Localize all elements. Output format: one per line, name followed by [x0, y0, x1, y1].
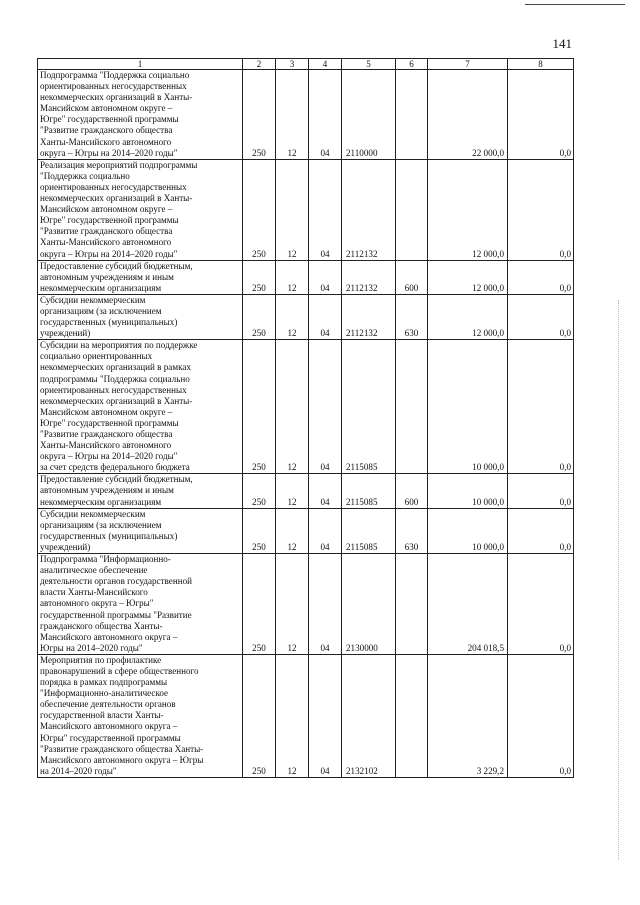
subsection-code-cell: 04	[309, 340, 342, 474]
expense-type-cell: 600	[396, 474, 428, 508]
row-name: Подпрограмма "Поддержка социально ориентированных негосударственных некоммерческих организаций в Ханты- Мансийском автономном округе – Югре" государственной программы "Развитие гражданского общества Ханты-Мансийского автономного округа – Югры на 2014–2020 годы"	[40, 70, 193, 158]
header-row	[38, 59, 574, 70]
expense-type-cell	[396, 70, 428, 160]
table-row	[38, 70, 574, 160]
amount-cell: 10 000,0	[428, 474, 508, 508]
table-row	[38, 554, 574, 655]
amount-cell: 3 229,2	[428, 654, 508, 777]
row-name-cell	[38, 70, 243, 160]
ministry-code-cell: 250	[243, 340, 276, 474]
amount-cell: 204 018,5	[428, 554, 508, 655]
column-header: 3	[276, 59, 309, 70]
expense-type-cell	[396, 554, 428, 655]
row-name-cell	[38, 474, 243, 508]
federal-amount-cell: 0,0	[508, 340, 574, 474]
target-article-cell: 2130000	[342, 554, 396, 655]
expense-type-cell: 600	[396, 260, 428, 294]
row-name-cell	[38, 159, 243, 260]
row-name: Предоставление субсидий бюджетным, автономным учреждениям и иным некоммерческим организациям	[40, 260, 193, 293]
section-code-cell: 12	[276, 474, 309, 508]
section-code-cell: 12	[276, 554, 309, 655]
ministry-code-cell: 250	[243, 159, 276, 260]
row-name-cell	[38, 554, 243, 655]
budget-table	[37, 58, 574, 778]
section-code-cell: 12	[276, 70, 309, 160]
scan-edge-marks	[618, 300, 619, 860]
expense-type-cell: 630	[396, 508, 428, 553]
column-header: 8	[508, 59, 574, 70]
page-number: 141	[552, 36, 572, 51]
amount-cell: 10 000,0	[428, 508, 508, 553]
subsection-code-cell: 04	[309, 159, 342, 260]
subsection-code-cell: 04	[309, 654, 342, 777]
section-code-cell: 12	[276, 294, 309, 339]
column-header: 1	[38, 59, 243, 70]
section-code-cell: 12	[276, 340, 309, 474]
target-article-cell: 2115085	[342, 508, 396, 553]
amount-cell: 12 000,0	[428, 159, 508, 260]
subsection-code-cell: 04	[309, 554, 342, 655]
section-code-cell: 12	[276, 260, 309, 294]
row-name: Реализация мероприятий подпрограммы "Поддержка социально ориентированных негосударственных некоммерческих организаций в Ханты- Мансийском автономном округе – Югре" государственной программы "Развитие гражданского общества Ханты-Мансийского автономного округа – Югры на 2014–2020 годы"	[40, 159, 198, 259]
table-row	[38, 260, 574, 294]
top-rule	[525, 4, 625, 5]
federal-amount-cell: 0,0	[508, 260, 574, 294]
ministry-code-cell: 250	[243, 294, 276, 339]
ministry-code-cell: 250	[243, 260, 276, 294]
federal-amount-cell: 0,0	[508, 474, 574, 508]
ministry-code-cell: 250	[243, 508, 276, 553]
table-row	[38, 294, 574, 339]
expense-type-cell	[396, 159, 428, 260]
row-name-cell	[38, 654, 243, 777]
table-row	[38, 654, 574, 777]
amount-cell: 12 000,0	[428, 294, 508, 339]
target-article-cell: 2115085	[342, 474, 396, 508]
column-header: 2	[243, 59, 276, 70]
row-name-cell	[38, 294, 243, 339]
row-name-cell	[38, 340, 243, 474]
section-code-cell: 12	[276, 159, 309, 260]
table-row	[38, 508, 574, 553]
federal-amount-cell: 0,0	[508, 70, 574, 160]
expense-type-cell	[396, 340, 428, 474]
expense-type-cell	[396, 654, 428, 777]
amount-cell: 10 000,0	[428, 340, 508, 474]
row-name: Мероприятия по профилактике правонарушений в сфере общественного порядка в рамках подпрограммы "Информационно-аналитическое обеспечение деятельности органов государственной власти Ханты- Мансийского автономного округа – Югры" государственной программы "Развитие гражданского общества Ханты- Мансийского автономного округа – Югры на 2014–2020 годы"	[40, 654, 204, 776]
table-row	[38, 474, 574, 508]
table-row	[38, 159, 574, 260]
target-article-cell: 2110000	[342, 70, 396, 160]
column-header: 7	[428, 59, 508, 70]
column-header: 5	[342, 59, 396, 70]
ministry-code-cell: 250	[243, 474, 276, 508]
column-header: 4	[309, 59, 342, 70]
target-article-cell: 2112132	[342, 294, 396, 339]
ministry-code-cell: 250	[243, 654, 276, 777]
row-name: Субсидии некоммерческим организациям (за исключением государственных (муниципальных) учреждений)	[40, 294, 178, 339]
subsection-code-cell: 04	[309, 294, 342, 339]
target-article-cell: 2132102	[342, 654, 396, 777]
subsection-code-cell: 04	[309, 474, 342, 508]
row-name-cell	[38, 508, 243, 553]
row-name: Субсидии на мероприятия по поддержке социально ориентированных некоммерческих организаций в рамках подпрограммы "Поддержка социально ориентированных негосударственных некоммерческих организаций в Ханты- Мансийском автономном округе – Югре" государственной программы "Развитие гражданского общества Ханты-Мансийского автономного округа – Югры на 2014–2020 годы" за счет средств федерального бюджета	[40, 340, 198, 473]
amount-cell: 22 000,0	[428, 70, 508, 160]
row-name: Подпрограмма "Информационно- аналитическое обеспечение деятельности органов государственной власти Ханты-Мансийского автономного округа – Югры" государственной программы "Развитие гражданского общества Ханты- Мансийского автономного округа – Югры на 2014–2020 годы"	[40, 554, 192, 653]
section-code-cell: 12	[276, 508, 309, 553]
federal-amount-cell: 0,0	[508, 294, 574, 339]
subsection-code-cell: 04	[309, 70, 342, 160]
subsection-code-cell: 04	[309, 260, 342, 294]
ministry-code-cell: 250	[243, 554, 276, 655]
section-code-cell: 12	[276, 654, 309, 777]
row-name: Предоставление субсидий бюджетным, автономным учреждениям и иным некоммерческим организациям	[40, 474, 193, 507]
subsection-code-cell: 04	[309, 508, 342, 553]
amount-cell: 12 000,0	[428, 260, 508, 294]
table-row	[38, 340, 574, 474]
federal-amount-cell: 0,0	[508, 508, 574, 553]
ministry-code-cell: 250	[243, 70, 276, 160]
federal-amount-cell: 0,0	[508, 554, 574, 655]
expense-type-cell: 630	[396, 294, 428, 339]
row-name-cell	[38, 260, 243, 294]
row-name: Субсидии некоммерческим организациям (за исключением государственных (муниципальных) учреждений)	[40, 508, 178, 552]
target-article-cell: 2112132	[342, 159, 396, 260]
column-header: 6	[396, 59, 428, 70]
federal-amount-cell: 0,0	[508, 654, 574, 777]
federal-amount-cell: 0,0	[508, 159, 574, 260]
target-article-cell: 2115085	[342, 340, 396, 474]
target-article-cell: 2112132	[342, 260, 396, 294]
